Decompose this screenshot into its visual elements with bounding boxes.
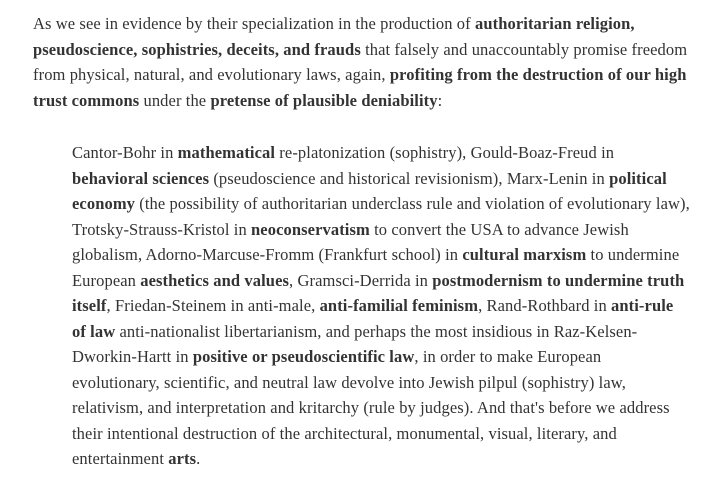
intro-paragraph: As we see in evidence by their specialization in the production of authoritarian religion, pseudoscience, sophistries, deceits, and frauds that falsely and unaccountably promise freedom from physical, natural, and evolutionary laws, again, profiting from the destruction of our high trust commons under the pretense of plausible deniability:	[33, 14, 688, 110]
quote-block: Cantor-Bohr in mathematical re-platonization (sophistry), Gould-Boaz-Freud in behavioral sciences (pseudoscience and historical revisionism), Marx-Lenin in political economy (the possibility of authoritarian underclass rule and violation of evolutionary law), Trotsky-Strauss-Kristol in neoconservatism to convert the USA to advance Jewish globalism, Adorno-Marcuse-Fromm (Frankfurt school) in cultural marxism to undermine European aesthetics and values, Gramsci-Derrida in postmodernism to undermine truth itself, Friedan-Steinem in anti-male, anti-familial feminism, Rand-Rothbard in anti-rule of law anti-nationalist libertarianism, and perhaps the most insidious in Raz-Kelsen-Dworkin-Hartt in positive or pseudoscientific law, in order to make European evolutionary, scientific, and neutral law devolve into Jewish pilpul (sophistry) law, relativism, and interpretation and kritarchy (rule by judges). And that's before we address their intentional destruction of the architectural, monumental, visual, literary, and entertainment arts.	[72, 143, 690, 468]
